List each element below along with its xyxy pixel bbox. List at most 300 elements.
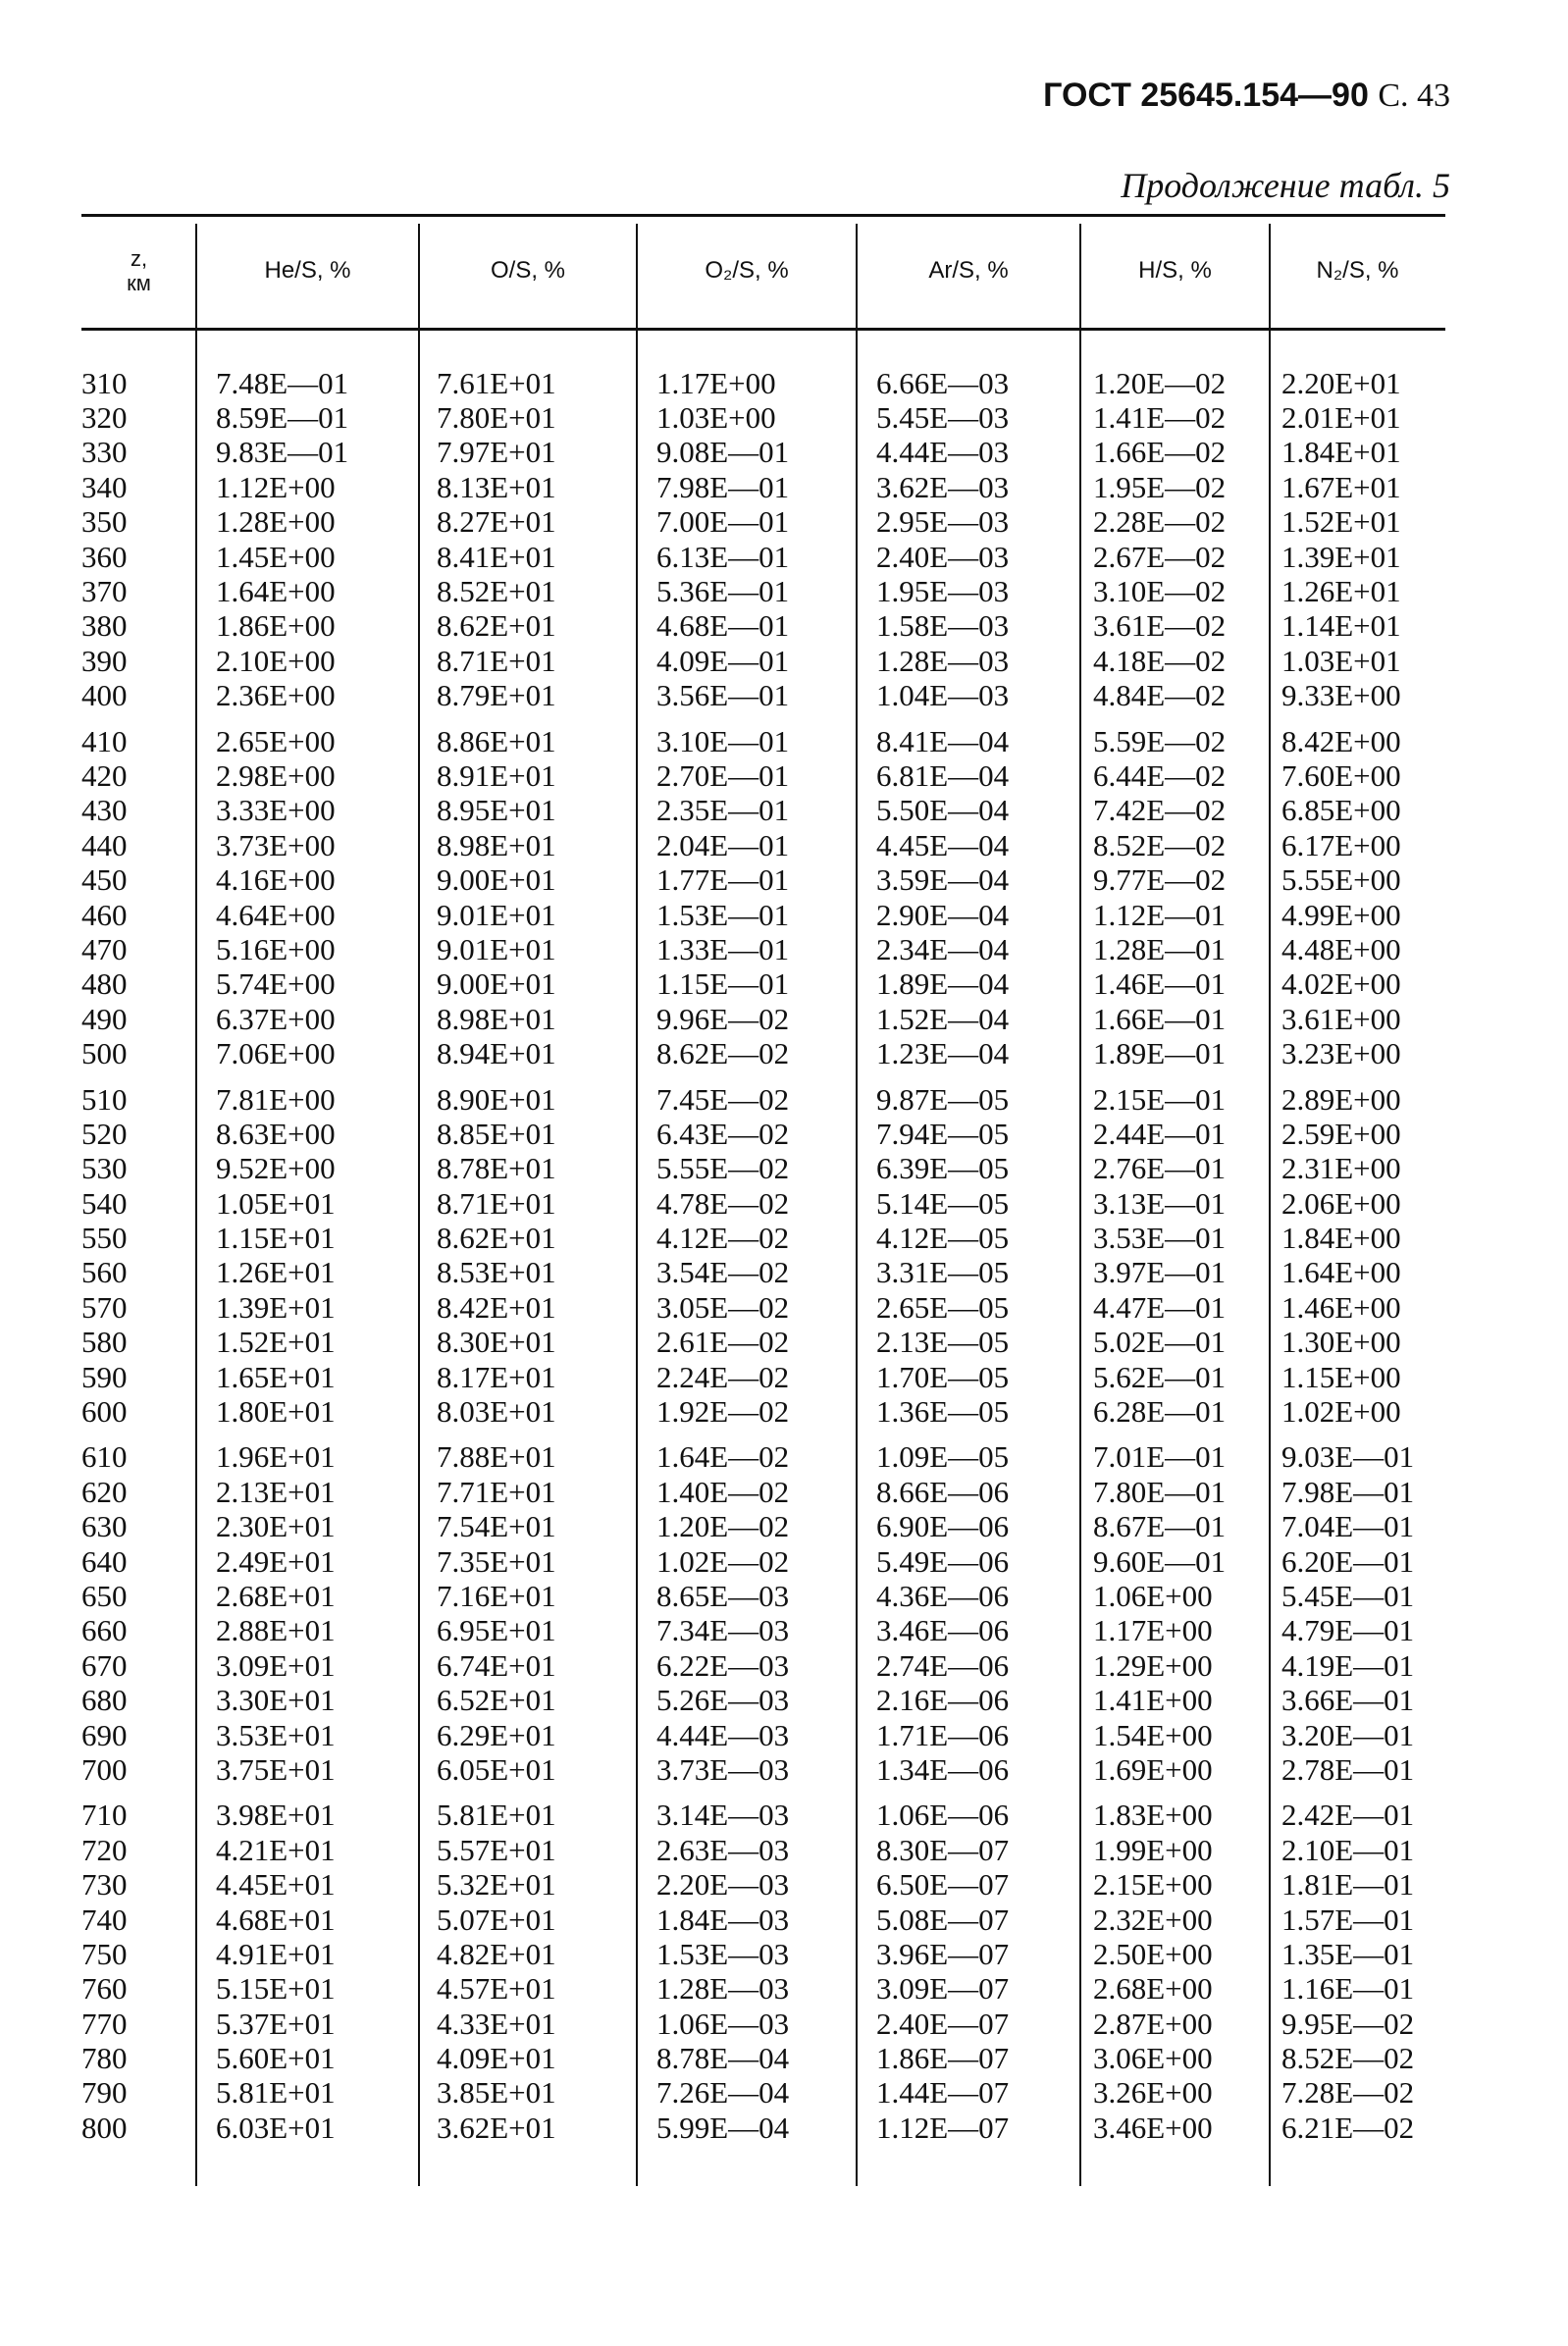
h-ratio-cell: 2.28E—02	[1093, 504, 1227, 540]
table-row	[81, 679, 1445, 713]
table-row	[81, 1002, 1445, 1036]
he-ratio-cell: 1.96E+01	[216, 1439, 336, 1475]
he-ratio-cell: 2.68E+01	[216, 1578, 336, 1613]
altitude-cell: 470	[81, 931, 128, 966]
altitude-cell: 700	[81, 1751, 128, 1787]
ar-ratio-cell: 2.13E—05	[876, 1325, 1010, 1360]
o-ratio-cell: 8.62E+01	[437, 1221, 556, 1256]
o2-ratio-cell: 9.96E—02	[656, 1001, 790, 1036]
ar-ratio-cell: 1.52E—04	[876, 1001, 1010, 1036]
o2-ratio-cell: 1.64E—02	[656, 1439, 790, 1475]
h-ratio-cell: 8.67E—01	[1093, 1509, 1227, 1544]
ar-ratio-cell: 3.46E—06	[876, 1613, 1010, 1648]
h-ratio-cell: 4.18E—02	[1093, 643, 1227, 678]
table-row	[81, 644, 1445, 678]
ar-ratio-cell: 2.90E—04	[876, 897, 1010, 932]
o2-ratio-cell: 1.53E—01	[656, 897, 790, 932]
h-ratio-cell: 2.32E+00	[1093, 1902, 1213, 1937]
o-ratio-cell: 9.00E+01	[437, 966, 556, 1002]
he-ratio-cell: 4.91E+01	[216, 1936, 336, 1971]
ar-ratio-cell: 3.62E—03	[876, 469, 1010, 504]
he-ratio-cell: 7.48E—01	[216, 365, 349, 400]
table-row	[81, 1833, 1445, 1867]
n2-ratio-cell: 3.66E—01	[1281, 1683, 1415, 1718]
altitude-cell: 330	[81, 435, 128, 470]
table-row	[81, 505, 1445, 540]
o2-ratio-cell: 2.20E—03	[656, 1867, 790, 1903]
he-ratio-cell: 1.28E+00	[216, 504, 336, 540]
ar-ratio-cell: 2.74E—06	[876, 1647, 1010, 1683]
n2-ratio-cell: 1.03E+01	[1281, 643, 1401, 678]
altitude-cell: 750	[81, 1936, 128, 1971]
he-ratio-cell: 5.37E+01	[216, 2006, 336, 2041]
table-row	[81, 1544, 1445, 1579]
he-ratio-cell: 1.64E+00	[216, 574, 336, 609]
h-ratio-cell: 2.44E—01	[1093, 1116, 1227, 1151]
row-group	[81, 1799, 1445, 2146]
o-ratio-cell: 8.62E+01	[437, 608, 556, 644]
o-ratio-cell: 8.90E+01	[437, 1081, 556, 1117]
he-ratio-cell: 7.06E+00	[216, 1036, 336, 1071]
n2-ratio-cell: 1.26E+01	[1281, 574, 1401, 609]
o-ratio-cell: 8.17E+01	[437, 1359, 556, 1394]
table-row	[81, 609, 1445, 644]
ar-ratio-cell: 6.50E—07	[876, 1867, 1010, 1903]
n2-ratio-cell: 7.28E—02	[1281, 2075, 1415, 2111]
he-ratio-cell: 4.16E+00	[216, 862, 336, 898]
he-ratio-cell: 3.30E+01	[216, 1683, 336, 1718]
ar-ratio-cell: 5.08E—07	[876, 1902, 1010, 1937]
o-ratio-cell: 5.57E+01	[437, 1832, 556, 1867]
ar-ratio-cell: 1.04E—03	[876, 678, 1010, 713]
he-ratio-cell: 4.21E+01	[216, 1832, 336, 1867]
h-ratio-cell: 2.50E+00	[1093, 1936, 1213, 1971]
altitude-cell: 500	[81, 1036, 128, 1071]
h-ratio-cell: 1.83E+00	[1093, 1798, 1213, 1833]
table-row	[81, 1256, 1445, 1290]
table-row	[81, 574, 1445, 608]
table-row	[81, 862, 1445, 897]
o-ratio-cell: 8.52E+01	[437, 574, 556, 609]
altitude-cell: 380	[81, 608, 128, 644]
he-ratio-cell: 1.45E+00	[216, 539, 336, 574]
he-ratio-cell: 3.53E+01	[216, 1717, 336, 1752]
he-ratio-cell: 5.81E+01	[216, 2075, 336, 2111]
o-ratio-cell: 7.97E+01	[437, 435, 556, 470]
o2-ratio-cell: 3.73E—03	[656, 1751, 790, 1787]
table-row	[81, 366, 1445, 400]
h-ratio-cell: 7.42E—02	[1093, 793, 1227, 828]
altitude-cell: 680	[81, 1683, 128, 1718]
o-ratio-cell: 6.95E+01	[437, 1613, 556, 1648]
table-row	[81, 470, 1445, 504]
n2-ratio-cell: 1.64E+00	[1281, 1255, 1401, 1290]
ar-ratio-cell: 5.49E—06	[876, 1543, 1010, 1579]
ar-ratio-cell: 4.45E—04	[876, 827, 1010, 862]
o-ratio-cell: 8.27E+01	[437, 504, 556, 540]
table-row	[81, 2041, 1445, 2075]
ar-ratio-cell: 4.44E—03	[876, 435, 1010, 470]
h-ratio-cell: 2.68E+00	[1093, 1971, 1213, 2007]
n2-ratio-cell: 9.95E—02	[1281, 2006, 1415, 2041]
h-ratio-cell: 7.80E—01	[1093, 1474, 1227, 1509]
h-ratio-cell: 5.62E—01	[1093, 1359, 1227, 1394]
o-ratio-cell: 4.33E+01	[437, 2006, 556, 2041]
o2-ratio-cell: 9.08E—01	[656, 435, 790, 470]
o2-ratio-cell: 3.54E—02	[656, 1255, 790, 1290]
n2-ratio-cell: 6.21E—02	[1281, 2110, 1415, 2145]
o-ratio-cell: 5.81E+01	[437, 1798, 556, 1833]
ar-ratio-cell: 5.45E—03	[876, 400, 1010, 436]
o-ratio-cell: 8.85E+01	[437, 1116, 556, 1151]
h-ratio-cell: 3.26E+00	[1093, 2075, 1213, 2111]
row-group	[81, 1440, 1445, 1788]
table-row	[81, 1326, 1445, 1360]
o2-ratio-cell: 7.34E—03	[656, 1613, 790, 1648]
o2-ratio-cell: 1.77E—01	[656, 862, 790, 898]
n2-ratio-cell: 3.23E+00	[1281, 1036, 1401, 1071]
h-ratio-cell: 4.84E—02	[1093, 678, 1227, 713]
o2-ratio-cell: 5.36E—01	[656, 574, 790, 609]
altitude-cell: 430	[81, 793, 128, 828]
ar-ratio-cell: 7.94E—05	[876, 1116, 1010, 1151]
he-ratio-cell: 1.80E+01	[216, 1394, 336, 1430]
he-ratio-cell: 8.63E+00	[216, 1116, 336, 1151]
table-row	[81, 1579, 1445, 1613]
o-ratio-cell: 7.54E+01	[437, 1509, 556, 1544]
h-ratio-cell: 5.02E—01	[1093, 1325, 1227, 1360]
o2-ratio-cell: 1.17E+00	[656, 365, 776, 400]
he-ratio-cell: 8.59E—01	[216, 400, 349, 436]
h-ratio-cell: 2.87E+00	[1093, 2006, 1213, 2041]
row-group	[81, 724, 1445, 1071]
n2-ratio-cell: 3.61E+00	[1281, 1001, 1401, 1036]
ar-ratio-cell: 1.36E—05	[876, 1394, 1010, 1430]
h-ratio-cell: 1.66E—01	[1093, 1001, 1227, 1036]
o2-ratio-cell: 7.98E—01	[656, 469, 790, 504]
o-ratio-cell: 8.91E+01	[437, 758, 556, 793]
ar-ratio-cell: 1.12E—07	[876, 2110, 1010, 2145]
o2-ratio-cell: 2.04E—01	[656, 827, 790, 862]
n2-ratio-cell: 2.01E+01	[1281, 400, 1401, 436]
table-row	[81, 1475, 1445, 1509]
o-ratio-cell: 8.79E+01	[437, 678, 556, 713]
o-ratio-cell: 5.07E+01	[437, 1902, 556, 1937]
table-row	[81, 724, 1445, 758]
o2-ratio-cell: 5.26E—03	[656, 1683, 790, 1718]
h-ratio-cell: 9.77E—02	[1093, 862, 1227, 898]
h-ratio-cell: 7.01E—01	[1093, 1439, 1227, 1475]
o-ratio-cell: 3.62E+01	[437, 2110, 556, 2145]
o2-ratio-cell: 2.24E—02	[656, 1359, 790, 1394]
ar-ratio-cell: 5.50E—04	[876, 793, 1010, 828]
he-ratio-cell: 3.75E+01	[216, 1751, 336, 1787]
he-ratio-cell: 2.49E+01	[216, 1543, 336, 1579]
he-ratio-cell: 5.60E+01	[216, 2041, 336, 2076]
h-ratio-cell: 1.41E+00	[1093, 1683, 1213, 1718]
he-ratio-cell: 2.98E+00	[216, 758, 336, 793]
o2-ratio-cell: 8.65E—03	[656, 1578, 790, 1613]
h-ratio-cell: 9.60E—01	[1093, 1543, 1227, 1579]
table-continuation-caption: Продолжение табл. 5	[1121, 166, 1450, 205]
o2-ratio-cell: 7.00E—01	[656, 504, 790, 540]
n2-ratio-cell: 1.39E+01	[1281, 539, 1401, 574]
altitude-cell: 660	[81, 1613, 128, 1648]
table-row	[81, 1648, 1445, 1683]
n2-ratio-cell: 1.81E—01	[1281, 1867, 1415, 1903]
table-row	[81, 1360, 1445, 1394]
he-ratio-cell: 3.09E+01	[216, 1647, 336, 1683]
table-row	[81, 1799, 1445, 1833]
o2-ratio-cell: 3.05E—02	[656, 1289, 790, 1325]
he-ratio-cell: 1.05E+01	[216, 1185, 336, 1221]
o-ratio-cell: 8.53E+01	[437, 1255, 556, 1290]
ar-ratio-cell: 5.14E—05	[876, 1185, 1010, 1221]
n2-ratio-cell: 1.57E—01	[1281, 1902, 1415, 1937]
altitude-cell: 490	[81, 1001, 128, 1036]
n2-ratio-cell: 9.33E+00	[1281, 678, 1401, 713]
h-ratio-cell: 1.41E—02	[1093, 400, 1227, 436]
ar-ratio-cell: 3.59E—04	[876, 862, 1010, 898]
o-ratio-cell: 9.01E+01	[437, 897, 556, 932]
n2-ratio-cell: 8.52E—02	[1281, 2041, 1415, 2076]
table-row	[81, 1290, 1445, 1325]
altitude-cell: 420	[81, 758, 128, 793]
altitude-cell: 320	[81, 400, 128, 436]
h-ratio-cell: 1.20E—02	[1093, 365, 1227, 400]
table-row	[81, 1752, 1445, 1787]
he-ratio-cell: 2.30E+01	[216, 1509, 336, 1544]
o2-ratio-cell: 5.55E—02	[656, 1151, 790, 1186]
he-ratio-cell: 2.13E+01	[216, 1474, 336, 1509]
he-ratio-cell: 3.73E+00	[216, 827, 336, 862]
o-ratio-cell: 8.30E+01	[437, 1325, 556, 1360]
altitude-cell: 520	[81, 1116, 128, 1151]
he-ratio-cell: 1.12E+00	[216, 469, 336, 504]
o2-ratio-cell: 1.40E—02	[656, 1474, 790, 1509]
altitude-cell: 590	[81, 1359, 128, 1394]
altitude-cell: 630	[81, 1509, 128, 1544]
altitude-cell: 440	[81, 827, 128, 862]
he-ratio-cell: 1.15E+01	[216, 1221, 336, 1256]
o2-ratio-cell: 1.28E—03	[656, 1971, 790, 2007]
o2-ratio-cell: 4.78E—02	[656, 1185, 790, 1221]
o-ratio-cell: 7.16E+01	[437, 1578, 556, 1613]
header-z	[81, 214, 196, 328]
table-row	[81, 1221, 1445, 1255]
altitude-cell: 480	[81, 966, 128, 1002]
o-ratio-cell: 8.42E+01	[437, 1289, 556, 1325]
o2-ratio-cell: 4.09E—01	[656, 643, 790, 678]
altitude-cell: 580	[81, 1325, 128, 1360]
o-ratio-cell: 7.80E+01	[437, 400, 556, 436]
o2-ratio-cell: 4.12E—02	[656, 1221, 790, 1256]
table-row	[81, 1718, 1445, 1752]
n2-ratio-cell: 6.20E—01	[1281, 1543, 1415, 1579]
h-ratio-cell: 1.66E—02	[1093, 435, 1227, 470]
table-row	[81, 1867, 1445, 1902]
n2-ratio-cell: 7.98E—01	[1281, 1474, 1415, 1509]
header-n2: N₂/S, %	[1316, 257, 1399, 285]
h-ratio-cell: 1.29E+00	[1093, 1647, 1213, 1683]
h-ratio-cell: 8.52E—02	[1093, 827, 1227, 862]
o-ratio-cell: 6.52E+01	[437, 1683, 556, 1718]
ar-ratio-cell: 8.66E—06	[876, 1474, 1010, 1509]
o-ratio-cell: 9.01E+01	[437, 931, 556, 966]
ar-ratio-cell: 4.12E—05	[876, 1221, 1010, 1256]
n2-ratio-cell: 1.84E+00	[1281, 1221, 1401, 1256]
o2-ratio-cell: 1.33E—01	[656, 931, 790, 966]
h-ratio-cell: 3.53E—01	[1093, 1221, 1227, 1256]
he-ratio-cell: 3.33E+00	[216, 793, 336, 828]
n2-ratio-cell: 4.02E+00	[1281, 966, 1401, 1002]
ar-ratio-cell: 2.95E—03	[876, 504, 1010, 540]
n2-ratio-cell: 1.84E+01	[1281, 435, 1401, 470]
o2-ratio-cell: 1.02E—02	[656, 1543, 790, 1579]
n2-ratio-cell: 1.46E+00	[1281, 1289, 1401, 1325]
o2-ratio-cell: 8.78E—04	[656, 2041, 790, 2076]
o-ratio-cell: 6.74E+01	[437, 1647, 556, 1683]
ar-ratio-cell: 6.39E—05	[876, 1151, 1010, 1186]
ar-ratio-cell: 1.89E—04	[876, 966, 1010, 1002]
o2-ratio-cell: 1.03E+00	[656, 400, 776, 436]
ar-ratio-cell: 4.36E—06	[876, 1578, 1010, 1613]
altitude-cell: 600	[81, 1394, 128, 1430]
h-ratio-cell: 1.17E+00	[1093, 1613, 1213, 1648]
o2-ratio-cell: 3.56E—01	[656, 678, 790, 713]
ar-ratio-cell: 2.65E—05	[876, 1289, 1010, 1325]
n2-ratio-cell: 2.42E—01	[1281, 1798, 1415, 1833]
n2-ratio-cell: 1.16E—01	[1281, 1971, 1415, 2007]
table-row	[81, 2111, 1445, 2145]
o-ratio-cell: 8.94E+01	[437, 1036, 556, 1071]
o-ratio-cell: 8.98E+01	[437, 827, 556, 862]
n2-ratio-cell: 1.35E—01	[1281, 1936, 1415, 1971]
o-ratio-cell: 7.71E+01	[437, 1474, 556, 1509]
standard-number: ГОСТ 25645.154—90	[1043, 77, 1369, 114]
o2-ratio-cell: 1.84E—03	[656, 1902, 790, 1937]
h-ratio-cell: 3.06E+00	[1093, 2041, 1213, 2076]
o2-ratio-cell: 2.61E—02	[656, 1325, 790, 1360]
table-row	[81, 1152, 1445, 1186]
ar-ratio-cell: 2.40E—07	[876, 2006, 1010, 2041]
he-ratio-cell: 1.26E+01	[216, 1255, 336, 1290]
h-ratio-cell: 2.15E+00	[1093, 1867, 1213, 1903]
he-ratio-cell: 2.65E+00	[216, 723, 336, 758]
n2-ratio-cell: 9.03E—01	[1281, 1439, 1415, 1475]
he-ratio-cell: 1.52E+01	[216, 1325, 336, 1360]
h-ratio-cell: 3.61E—02	[1093, 608, 1227, 644]
n2-ratio-cell: 7.04E—01	[1281, 1509, 1415, 1544]
altitude-cell: 730	[81, 1867, 128, 1903]
o-ratio-cell: 7.88E+01	[437, 1439, 556, 1475]
o2-ratio-cell: 1.15E—01	[656, 966, 790, 1002]
table-row	[81, 2007, 1445, 2041]
ar-ratio-cell: 1.86E—07	[876, 2041, 1010, 2076]
o2-ratio-cell: 7.45E—02	[656, 1081, 790, 1117]
h-ratio-cell: 2.15E—01	[1093, 1081, 1227, 1117]
he-ratio-cell: 2.36E+00	[216, 678, 336, 713]
he-ratio-cell: 4.45E+01	[216, 1867, 336, 1903]
o-ratio-cell: 6.29E+01	[437, 1717, 556, 1752]
h-ratio-cell: 1.54E+00	[1093, 1717, 1213, 1752]
he-ratio-cell: 9.83E—01	[216, 435, 349, 470]
n2-ratio-cell: 2.89E+00	[1281, 1081, 1401, 1117]
header-o: O/S, %	[490, 257, 566, 285]
altitude-cell: 390	[81, 643, 128, 678]
he-ratio-cell: 7.81E+00	[216, 1081, 336, 1117]
o-ratio-cell: 9.00E+01	[437, 862, 556, 898]
altitude-cell: 340	[81, 469, 128, 504]
o-ratio-cell: 7.61E+01	[437, 365, 556, 400]
altitude-cell: 690	[81, 1717, 128, 1752]
header-h: H/S, %	[1138, 257, 1212, 285]
h-ratio-cell: 3.13E—01	[1093, 1185, 1227, 1221]
h-ratio-cell: 1.69E+00	[1093, 1751, 1213, 1787]
o2-ratio-cell: 2.63E—03	[656, 1832, 790, 1867]
altitude-cell: 560	[81, 1255, 128, 1290]
table-row	[81, 1510, 1445, 1544]
altitude-cell: 370	[81, 574, 128, 609]
table-row	[81, 1440, 1445, 1475]
ar-ratio-cell: 2.34E—04	[876, 931, 1010, 966]
he-ratio-cell: 6.03E+01	[216, 2110, 336, 2145]
altitude-cell: 550	[81, 1221, 128, 1256]
h-ratio-cell: 1.46E—01	[1093, 966, 1227, 1002]
page-number: С. 43	[1378, 78, 1450, 114]
o-ratio-cell: 4.57E+01	[437, 1971, 556, 2007]
o2-ratio-cell: 6.22E—03	[656, 1647, 790, 1683]
table-row	[81, 400, 1445, 435]
ar-ratio-cell: 1.71E—06	[876, 1717, 1010, 1752]
altitude-cell: 800	[81, 2110, 128, 2145]
n2-ratio-cell: 8.42E+00	[1281, 723, 1401, 758]
he-ratio-cell: 1.65E+01	[216, 1359, 336, 1394]
o-ratio-cell: 8.71E+01	[437, 1185, 556, 1221]
table-row	[81, 1614, 1445, 1648]
h-ratio-cell: 1.89E—01	[1093, 1036, 1227, 1071]
altitude-cell: 310	[81, 365, 128, 400]
ar-ratio-cell: 1.58E—03	[876, 608, 1010, 644]
header-he: He/S, %	[264, 257, 351, 285]
o-ratio-cell: 8.03E+01	[437, 1394, 556, 1430]
o2-ratio-cell: 1.06E—03	[656, 2006, 790, 2041]
o2-ratio-cell: 7.26E—04	[656, 2075, 790, 2111]
n2-ratio-cell: 5.55E+00	[1281, 862, 1401, 898]
h-ratio-cell: 6.28E—01	[1093, 1394, 1227, 1430]
header-z-unit: км	[127, 271, 151, 295]
altitude-cell: 610	[81, 1439, 128, 1475]
o2-ratio-cell: 1.20E—02	[656, 1509, 790, 1544]
he-ratio-cell: 2.88E+01	[216, 1613, 336, 1648]
he-ratio-cell: 5.15E+01	[216, 1971, 336, 2007]
h-ratio-cell: 6.44E—02	[1093, 758, 1227, 793]
table-row	[81, 2076, 1445, 2111]
n2-ratio-cell: 4.99E+00	[1281, 897, 1401, 932]
ar-ratio-cell: 6.81E—04	[876, 758, 1010, 793]
o-ratio-cell: 4.09E+01	[437, 2041, 556, 2076]
table-row	[81, 1036, 1445, 1070]
o2-ratio-cell: 1.92E—02	[656, 1394, 790, 1430]
altitude-cell: 670	[81, 1647, 128, 1683]
o-ratio-cell: 8.71E+01	[437, 643, 556, 678]
ar-ratio-cell: 9.87E—05	[876, 1081, 1010, 1117]
table-row	[81, 1903, 1445, 1937]
o2-ratio-cell: 5.99E—04	[656, 2110, 790, 2145]
ar-ratio-cell: 1.23E—04	[876, 1036, 1010, 1071]
h-ratio-cell: 1.28E—01	[1093, 931, 1227, 966]
altitude-cell: 410	[81, 723, 128, 758]
